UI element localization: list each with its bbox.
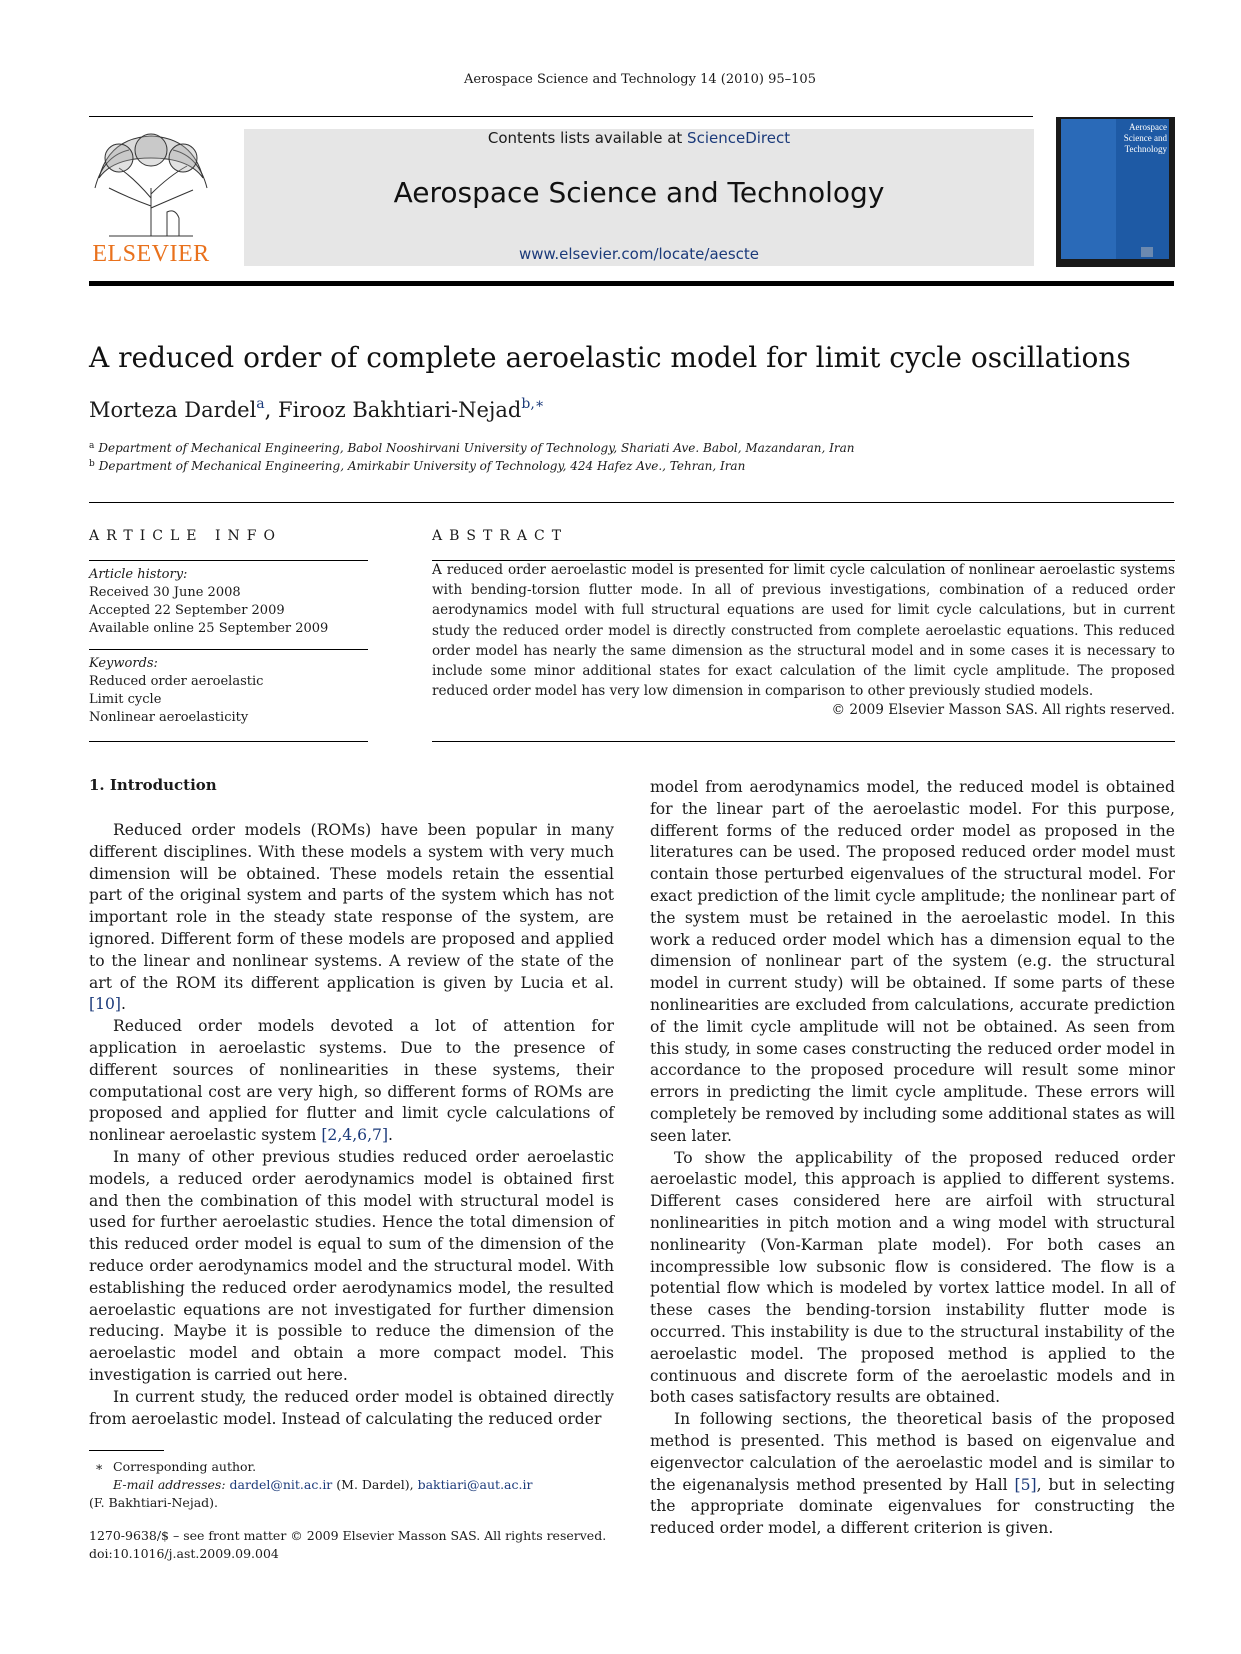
citation-link[interactable]: [10] [89, 995, 122, 1014]
paragraph: In current study, the reduced order model is obtained directly from aeroelastic model. Instead of calculating the reduced order [89, 1387, 614, 1428]
doi-link[interactable]: doi:10.1016/j.ast.2009.09.004 [89, 1546, 279, 1561]
info-rule-1 [89, 560, 368, 561]
author-list: Morteza Dardel$^a$, Firooz Bakhtiari-Nejad$^{b,∗}$ [89, 396, 545, 422]
contents-prefix: Contents lists available at [487, 129, 688, 147]
left-column [89, 820, 614, 1430]
email-note [89, 1476, 532, 1494]
paragraph [650, 1409, 1175, 1540]
right-column [650, 777, 1175, 1540]
email-label: E-mail addresses: [113, 1477, 230, 1492]
journal-reference: Aerospace Science and Technology 14 (2010) 95–105 [464, 72, 816, 87]
email-link-2[interactable]: baktiari@aut.ac.ir [417, 1477, 533, 1492]
author-1-affiliation-mark[interactable]: a [256, 396, 265, 412]
introduction-heading: 1. Introduction [89, 776, 217, 794]
paragraph-text: , but in selecting the appropriate dominate eigenvalues for constructing the reduced order model, a different criterion is given. [650, 1475, 1175, 1538]
paragraph-text: Reduced order models devoted a lot of attention for application in aeroelastic systems. Due to the presence of different sources of nonlinearities in these systems, their computational cost are very high, so different forms of ROMs are proposed and applied for flutter and limit cycle calculations of nonlinear aeroelastic system [89, 1017, 614, 1145]
masthead [244, 129, 1034, 266]
info-rule-3 [89, 741, 368, 742]
affiliation-a-text: Department of Mechanical Engineering, Babol Nooshirvani University of Technology, Shariati Ave. Babol, Mazandaran, Iran [98, 441, 855, 455]
paragraph: model from aerodynamics model, the reduced model is obtained for the linear part of the aeroelastic model. For this purpose, different forms of the reduced order model as proposed in the literatures can be used. The proposed reduced order model must contain those perturbed eigenvalues of the structural model. For exact prediction of the limit cycle amplitude; the nonlinear part of the system must be retained in the aeroelastic model. In this work a reduced order model which has a dimension equal to the dimension of nonlinear part of the system (e.g. the structural model in current study) will be obtained. If some parts of these nonlinearities are excluded from calculations, accurate prediction of the limit cycle amplitude will not be obtained. As seen from this study, in some cases constructing the reduced order model in accordance to the proposed procedure will result some minor errors in predicting the limit cycle amplitude. These errors will completely be removed by including some additional states as will seen later. [650, 778, 1175, 1145]
email-name-1: (M. Dardel), [332, 1477, 418, 1492]
affiliation-b-mark: b [89, 459, 95, 469]
article-info-heading: ARTICLE INFO [89, 528, 282, 544]
journal-url-link[interactable]: www.elsevier.com/locate/aescte [518, 245, 760, 263]
keyword-item: Limit cycle [89, 692, 162, 707]
cover-publisher-mark-icon [1141, 247, 1153, 257]
top-rule [89, 116, 1033, 117]
cover-title: Aerospace Science and Technology [1123, 122, 1167, 154]
publisher-name: ELSEVIER [92, 241, 210, 267]
abstract-copyright: © 2009 Elsevier Masson SAS. All rights reserved. [831, 702, 1175, 718]
contents-line [244, 129, 1034, 147]
author-2: Firooz Bakhtiari-Nejad [278, 398, 522, 422]
footnote-rule [89, 1450, 164, 1451]
paragraph-text: . [388, 1126, 394, 1145]
keyword-item: Nonlinear aeroelasticity [89, 710, 249, 725]
paragraph-text: . [121, 995, 126, 1014]
affiliation-b [89, 459, 745, 473]
paragraph-text: Reduced order models (ROMs) have been popular in many different disciplines. With these models a system with very much dimension will be obtained. These models retain the essential part of the original system and parts of the system which has not important role in the steady state response of the system, are ignored. Different form of these models are proposed and applied to the linear and nonlinear systems. A review of the state of the art of the ROM its different application is given by Lucia et al. [89, 821, 614, 992]
author-2-affiliation-mark[interactable]: b,∗ [521, 396, 545, 412]
header-thick-rule [89, 281, 1174, 286]
abstract-text: A reduced order aeroelastic model is presented for limit cycle calculation of nonlinear aeroelastic systems with bending-torsion flutter mode. In all of previous investigations, combination of a reduced order aerodynamics model with full structural equations are used for limit cycle calculations, but in current study the reduced order model is directly constructed from complete aeroelastic equations. This reduced order model has nearly the same dimension as the structural model and in some cases it is necessary to include some minor additional states for exact calculation of the limit cycle amplitude. The proposed reduced order model has very low dimension in comparison to other previously studied models. [432, 562, 1175, 700]
affiliation-b-text: Department of Mechanical Engineering, Amirkabir University of Technology, 424 Hafez Ave., Tehran, Iran [98, 459, 746, 473]
author-1: Morteza Dardel [89, 398, 257, 422]
abstract-rule-bottom [432, 741, 1175, 742]
paragraph-text: In following sections, the theoretical basis of the proposed method is presented. This method is based on eigenvalue and eigenvector calculation of the aeroelastic model and is similar to the eigenanalysis method presented by Hall [650, 1410, 1175, 1494]
affiliation-a [89, 441, 854, 455]
journal-title: Aerospace Science and Technology [393, 176, 885, 209]
abstract-heading: ABSTRACT [432, 528, 569, 544]
paragraph [89, 820, 614, 1016]
paragraph [89, 1016, 614, 1147]
front-matter-line: 1270-9638/$ – see front matter © 2009 Elsevier Masson SAS. All rights reserved. [89, 1528, 607, 1543]
email-note-cont: (F. Bakhtiari-Nejad). [89, 1495, 218, 1510]
paragraph: In many of other previous studies reduced order aeroelastic models, a reduced order aerodynamics model is obtained first and then the combination of this model with structural model is used for further aeroelastic studies. Hence the total dimension of this reduced order model is equal to sum of the dimension of the reduce order aerodynamics model and the structural model. With establishing the reduced order aerodynamics model, the resulted aeroelastic equations are not investigated for further dimension reducing. Maybe it is possible to reduce the dimension of the aeroelastic model and obtain a more compact model. This investigation is carried out here. [89, 1147, 614, 1384]
article-history [89, 566, 328, 638]
received-date: Received 30 June 2008 [89, 585, 241, 600]
keywords [89, 655, 263, 727]
online-date: Available online 25 September 2009 [89, 621, 329, 636]
info-rule-2 [89, 649, 368, 650]
corresponding-text: Corresponding author. [113, 1459, 257, 1474]
corresponding-author-note [89, 1458, 256, 1476]
journal-cover [1056, 117, 1175, 267]
sciencedirect-link[interactable]: ScienceDirect [687, 129, 791, 147]
paragraph: To show the applicability of the proposed reduced order aeroelastic model, this approach is applied to different systems. Different cases considered here are airfoil with structural nonlinearities in pitch motion and a wing model with structural nonlinearity (Von-Karman plate model). For both cases an incompressible low subsonic flow is considered. The flow is a potential flow which is modeled by vortex lattice model. In all of these cases the bending-torsion instability flutter mode is occurred. This instability is due to the structural instability of the aeroelastic model. The proposed method is applied to the continuous and discrete form of the aeroelastic models and in both cases satisfactory results are obtained. [650, 1148, 1175, 1407]
keywords-label: Keywords: [89, 656, 158, 671]
tree-emblem-icon [89, 128, 213, 238]
info-top-rule [89, 502, 1174, 503]
citation-link[interactable]: [2,4,6,7] [321, 1126, 389, 1145]
footnote-star: ∗ [95, 1459, 104, 1474]
article-title: A reduced order of complete aeroelastic model for limit cycle oscillations [89, 341, 1131, 374]
history-label: Article history: [89, 567, 188, 582]
elsevier-logo [89, 128, 213, 268]
keyword-item: Reduced order aeroelastic [89, 674, 264, 689]
email-link-1[interactable]: dardel@nit.ac.ir [229, 1477, 333, 1492]
accepted-date: Accepted 22 September 2009 [89, 603, 285, 618]
affiliation-a-mark: a [89, 441, 95, 451]
citation-link[interactable]: [5] [1014, 1475, 1037, 1494]
